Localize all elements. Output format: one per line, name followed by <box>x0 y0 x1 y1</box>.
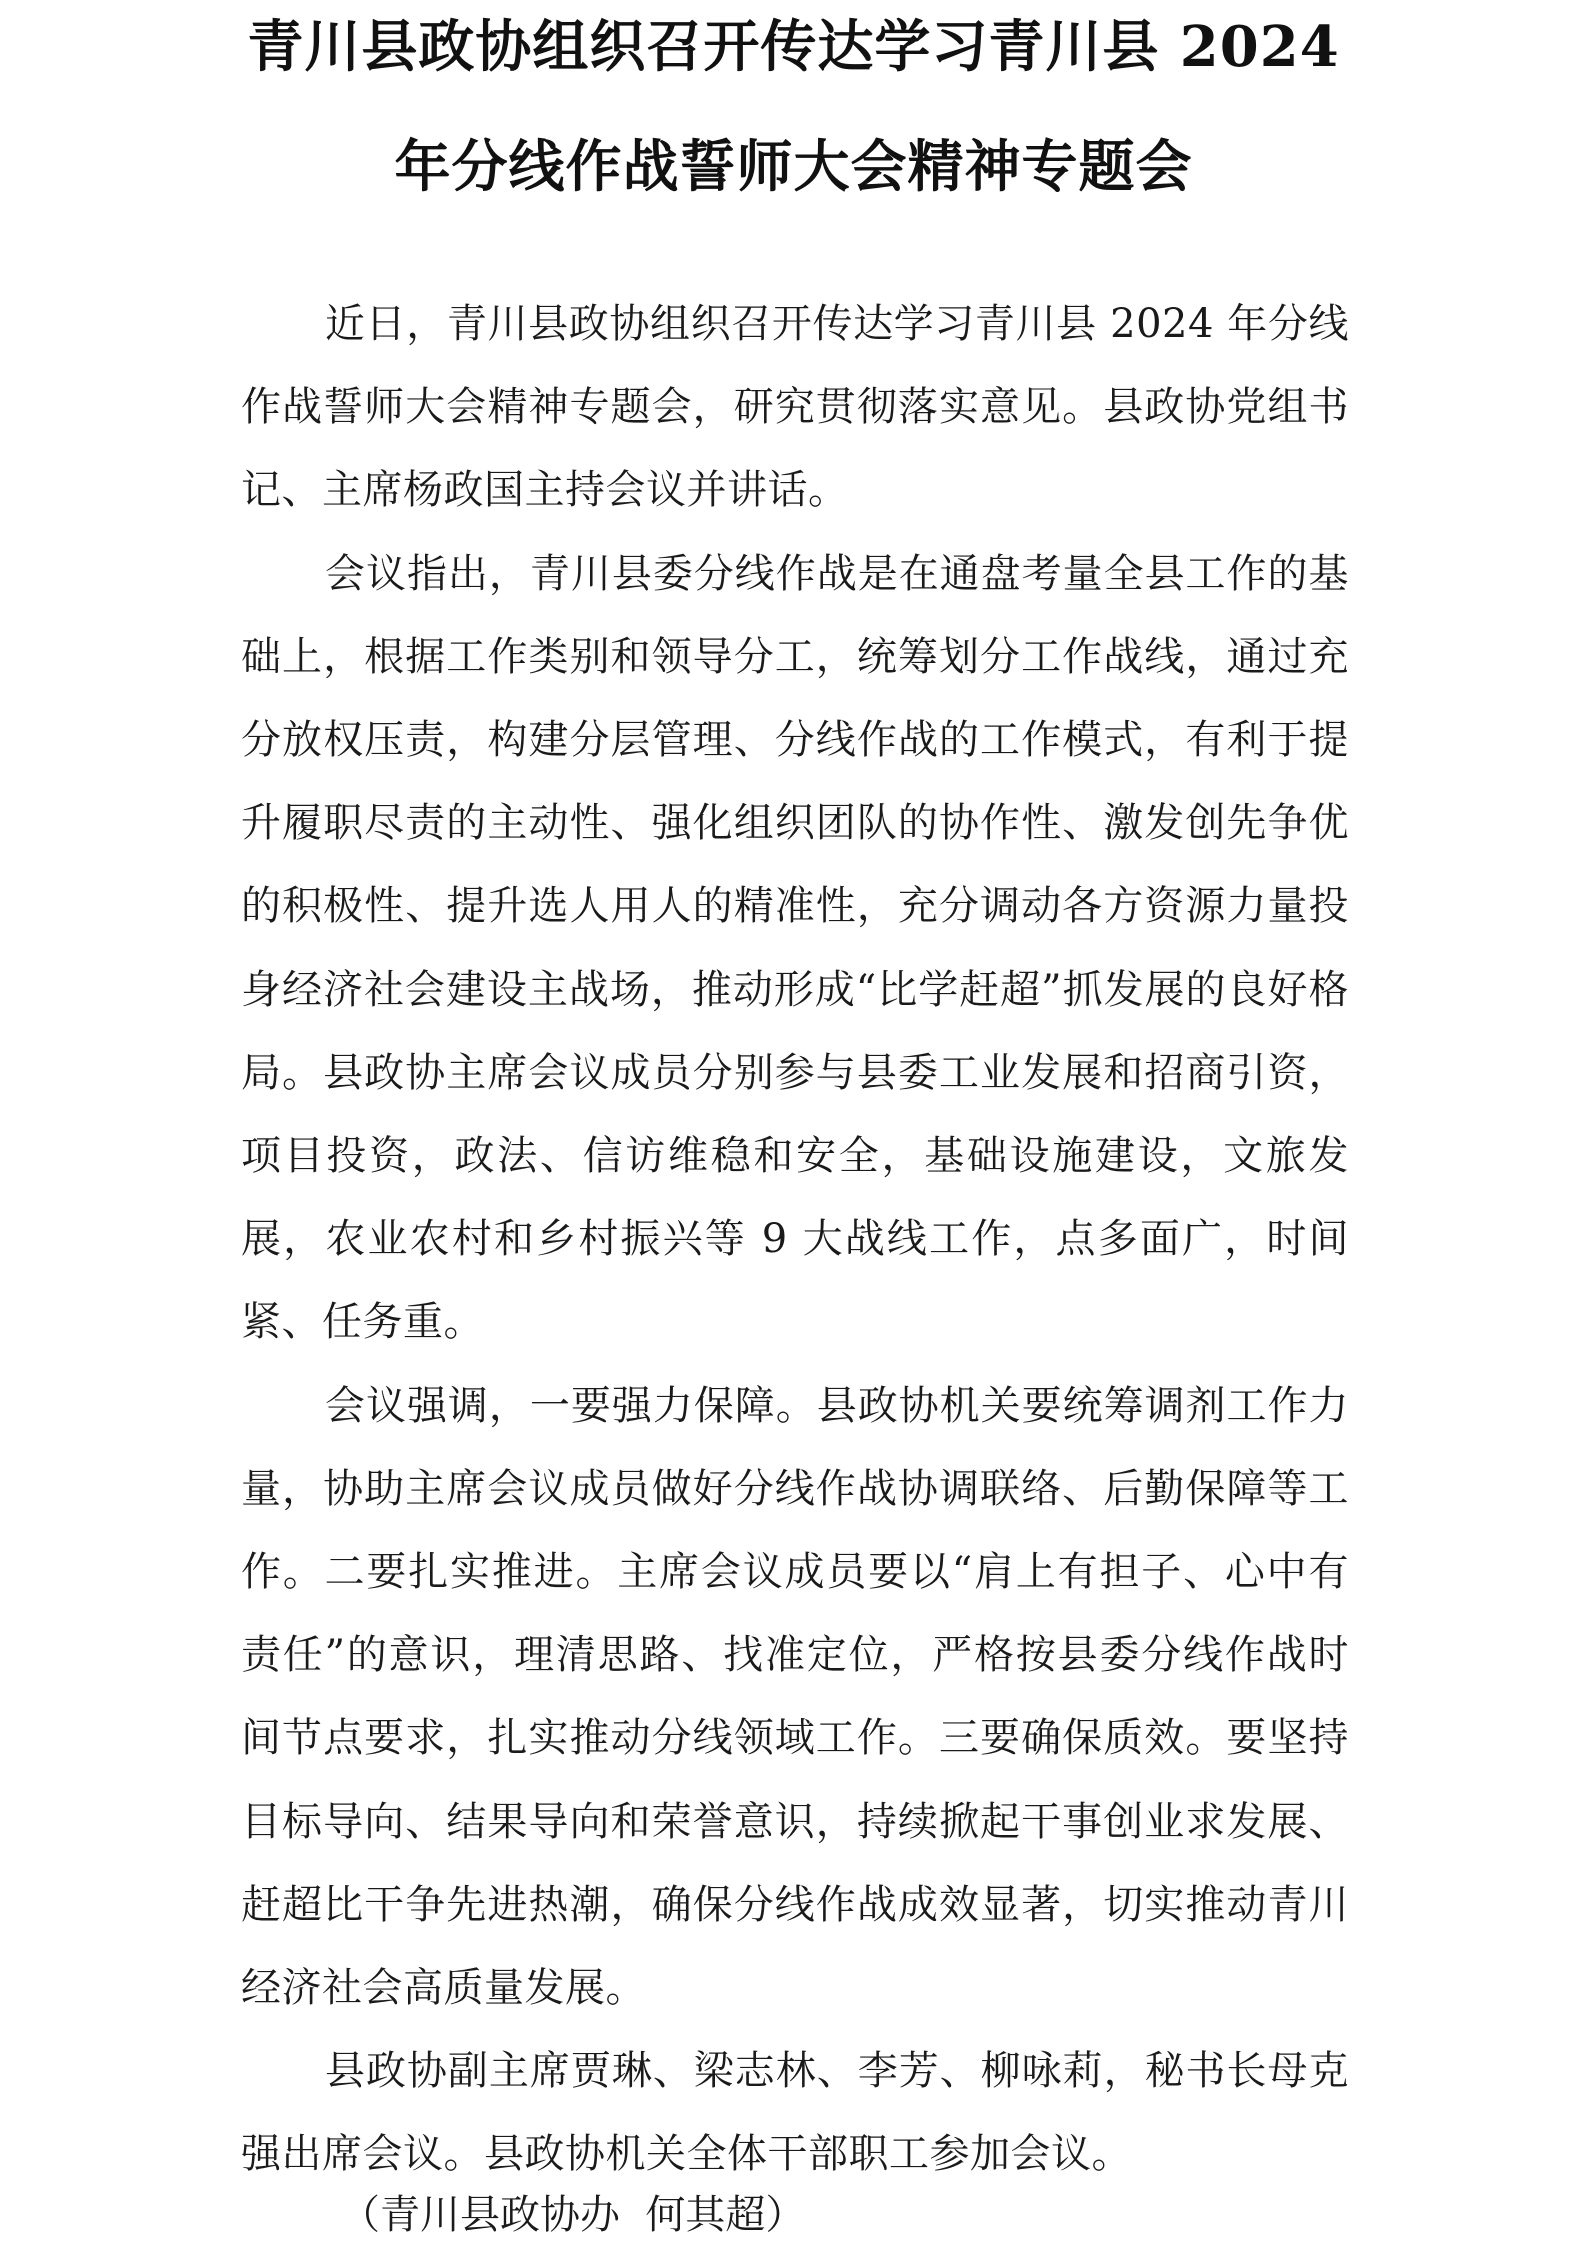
source-attribution: （青川县政协办 何其超） <box>340 2192 806 2238</box>
document-title-line-2: 年分线作战誓师大会精神专题会 <box>394 134 1193 200</box>
paragraph-meeting-emphasis: 会议强调，一要强力保障。县政协机关要统筹调剂工作力量，协助主席会议成员做好分线作战协调联络、后勤保障等工作。二要扎实推进。主席会议成员要以“肩上有担子、心中有责任”的意识，理清思路、找准定位，严格按县委分线作战时间节点要求，扎实推动分线领域工作。三要确保质效。要坚持目标导向、结果导向和荣誉意识，持续掀起干事创业求发展、赶超比干争先进热潮，确保分线作战成效显著，切实推动青川经济社会高质量发展。 <box>241 1382 1349 2012</box>
paragraph-attendees: 县政协副主席贾琳、梁志林、李芳、柳咏莉，秘书长母克强出席会议。县政协机关全体干部职工参加会议。 <box>241 2048 1349 2178</box>
document-title-line-1: 青川县政协组织召开传达学习青川县 2024 <box>247 14 1340 80</box>
paragraph-meeting-points: 会议指出，青川县委分线作战是在通盘考量全县工作的基础上，根据工作类别和领导分工，统筹划分工作战线，通过充分放权压责，构建分层管理、分线作战的工作模式，有利于提升履职尽责的主动性、强化组织团队的协作性、激发创先争优的积极性、提升选人用人的精准性，充分调动各方资源力量投身经济社会建设主战场，推动形成“比学赶超”抓发展的良好格局。县政协主席会议成员分别参与县委工业发展和招商引资，项目投资，政法、信访维稳和安全，基础设施建设，文旅发展，农业农村和乡村振兴等 9 大战线工作，点多面广，时间紧、任务重。 <box>241 550 1349 1346</box>
paragraph-intro: 近日，青川县政协组织召开传达学习青川县 2024 年分线作战誓师大会精神专题会，研究贯彻落实意见。县政协党组书记、主席杨政国主持会议并讲话。 <box>241 301 1349 514</box>
article-body <box>241 283 1349 2197</box>
